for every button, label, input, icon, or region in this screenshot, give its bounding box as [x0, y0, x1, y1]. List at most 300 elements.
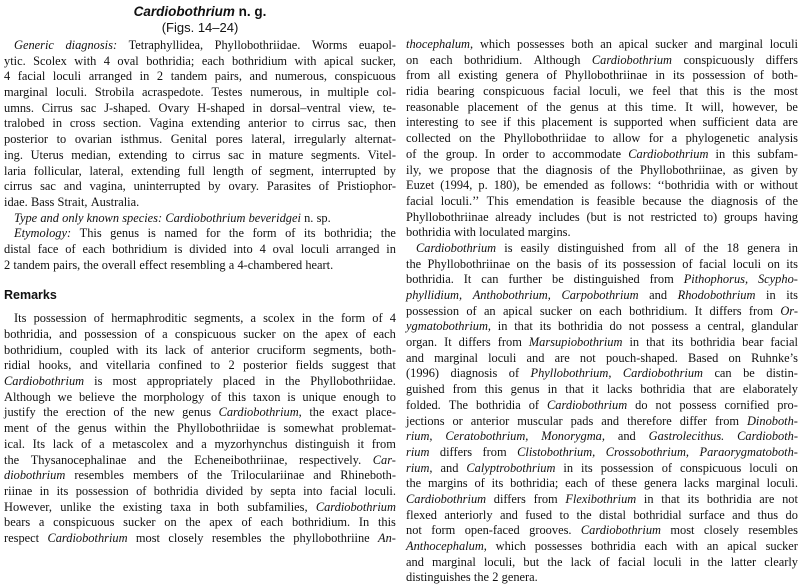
- word: for: [205, 226, 221, 241]
- word: most: [112, 374, 137, 389]
- text-line: [406, 335, 798, 351]
- word: lateral,: [89, 163, 124, 178]
- word: of: [210, 389, 222, 404]
- word: beveridgei: [248, 210, 301, 225]
- word: lack: [52, 436, 74, 451]
- word: extending: [131, 163, 181, 178]
- word: folded.: [406, 397, 441, 412]
- word: loculi,: [483, 554, 516, 569]
- text-line: [406, 115, 798, 131]
- word: to: [294, 116, 305, 131]
- word: feel: [652, 84, 671, 99]
- word: Anthocephalum,: [406, 539, 487, 553]
- word: ygmatobothrium,: [406, 319, 492, 334]
- word: not: [628, 209, 644, 224]
- word: possess: [651, 319, 689, 334]
- word: pads: [570, 413, 594, 428]
- word: genus: [569, 99, 599, 114]
- word: This: [79, 226, 102, 241]
- word: in: [689, 554, 700, 569]
- word: possession: [600, 460, 654, 475]
- word: both-: [771, 68, 798, 83]
- word: for: [648, 131, 664, 146]
- word: guished: [406, 382, 445, 397]
- word: the: [318, 311, 334, 326]
- word: Although: [533, 52, 581, 67]
- word: marginal: [4, 85, 48, 100]
- word: of: [682, 256, 693, 271]
- word: its: [581, 460, 593, 475]
- word: the: [185, 515, 201, 530]
- word: Euzet: [406, 178, 435, 193]
- word: includes: [538, 209, 580, 224]
- word: It: [694, 303, 703, 318]
- word: by: [383, 163, 396, 178]
- word: bear: [742, 335, 764, 350]
- word: each: [373, 327, 396, 341]
- word: open-faced: [464, 523, 520, 538]
- word: laria: [4, 163, 27, 178]
- word: segments.: [310, 147, 361, 162]
- word: of: [136, 483, 147, 498]
- word: is: [613, 209, 622, 224]
- word: not: [655, 397, 672, 412]
- word: sucker: [243, 327, 276, 341]
- text-line: [406, 272, 798, 288]
- word: Flexibothrium: [565, 491, 637, 506]
- word: from: [497, 335, 522, 350]
- word: genus: [77, 421, 107, 436]
- text-line: [406, 414, 798, 430]
- word: data: [755, 115, 777, 130]
- text-line: [406, 241, 798, 257]
- word: from: [371, 436, 396, 451]
- word: Paraorygmatoboth-: [699, 444, 798, 459]
- word: bothridia: [476, 397, 521, 412]
- word: differs: [493, 491, 526, 506]
- word: by: [208, 179, 221, 194]
- word: in: [547, 382, 558, 397]
- word: its: [604, 256, 617, 271]
- word: the: [228, 226, 244, 241]
- word: of: [285, 226, 296, 241]
- word: enough: [342, 389, 380, 404]
- word: loculi: [749, 460, 778, 475]
- word: hooks,: [38, 358, 72, 373]
- word: be: [786, 99, 798, 114]
- word: to: [535, 146, 546, 161]
- word: Pithophorus,: [683, 272, 749, 287]
- word: ytic.: [4, 53, 26, 68]
- word: feasible: [596, 193, 636, 208]
- word: the: [406, 256, 422, 271]
- word: of: [93, 311, 105, 326]
- word: loculi.: [364, 483, 396, 498]
- word: sp.: [316, 210, 331, 225]
- word: differ: [679, 413, 708, 428]
- text-line: [406, 539, 798, 555]
- text-line: [406, 476, 798, 492]
- word: jections: [406, 413, 445, 428]
- text-line: [406, 366, 798, 382]
- text-line: [406, 163, 798, 179]
- word: are: [759, 491, 775, 506]
- word: that: [661, 491, 680, 506]
- word: given: [750, 162, 779, 177]
- text-line: [4, 179, 396, 195]
- word: euapol-: [358, 38, 396, 52]
- word: segments,: [313, 342, 363, 357]
- word: sac: [40, 179, 56, 194]
- text-line: [406, 100, 798, 116]
- word: and: [40, 210, 59, 225]
- word: of: [36, 421, 47, 436]
- word: the: [480, 131, 496, 146]
- word: the: [269, 530, 285, 545]
- text-line: [4, 374, 396, 390]
- word: closely: [168, 530, 204, 545]
- word: Uterus: [30, 147, 64, 162]
- word: that: [514, 319, 533, 334]
- word: Dinoboth-: [746, 413, 798, 428]
- word: its: [539, 319, 552, 334]
- word: and: [406, 554, 424, 569]
- word: bothridia: [153, 483, 199, 498]
- word: that: [679, 84, 698, 99]
- word: reasonable: [406, 99, 459, 114]
- word: in: [386, 241, 396, 256]
- word: thocephalum,: [406, 37, 474, 51]
- left-column: [4, 0, 396, 547]
- text-line: [4, 226, 396, 242]
- word: distal: [4, 241, 31, 256]
- word: bothridia;: [146, 53, 195, 68]
- word: Cardioboth-: [737, 429, 798, 444]
- word: scolex: [263, 311, 295, 326]
- word: its: [786, 256, 798, 271]
- word: possession: [622, 256, 676, 271]
- word: bothridium.: [464, 52, 523, 67]
- word: and: [694, 37, 713, 51]
- word: to: [594, 131, 605, 146]
- word: in: [265, 374, 275, 389]
- word: basis: [556, 256, 582, 271]
- word: or: [452, 413, 463, 428]
- word: 18: [726, 240, 739, 255]
- word: genus: [182, 405, 212, 420]
- word: An-: [378, 530, 396, 545]
- word: in: [252, 100, 263, 115]
- word: sac: [80, 100, 97, 115]
- word: anterior: [470, 413, 510, 428]
- word: from: [406, 68, 431, 83]
- word: genera: [747, 240, 781, 255]
- word: of: [144, 327, 155, 341]
- genus-comparison-paragraph: [406, 241, 798, 586]
- word: Or-: [780, 303, 798, 318]
- word: somewhat: [283, 421, 334, 436]
- text-line: [406, 382, 798, 398]
- word: and: [499, 507, 518, 522]
- word: with: [74, 53, 97, 68]
- word: both-: [369, 342, 396, 357]
- word: pouch-shaped.: [605, 350, 678, 365]
- word: facial: [17, 69, 46, 84]
- word: cornified: [724, 397, 770, 412]
- word: muscular: [517, 413, 563, 428]
- text-line: [406, 210, 798, 226]
- word: having: [764, 209, 798, 224]
- text-line: [4, 437, 396, 453]
- word: the: [153, 421, 170, 436]
- word: conspicuous: [174, 327, 237, 341]
- word: lack: [570, 554, 592, 569]
- word: on: [785, 460, 798, 475]
- word: in: [199, 499, 209, 514]
- word: form: [341, 311, 366, 326]
- word: fused: [525, 507, 553, 522]
- word: and: [249, 69, 268, 84]
- word: the: [121, 389, 137, 404]
- word: acraspedote.: [142, 85, 204, 100]
- text-line: [406, 555, 798, 571]
- word: bothridium: [231, 53, 288, 68]
- word: facial: [617, 554, 646, 569]
- text-line: [406, 37, 798, 53]
- word: conspicuous: [53, 515, 115, 530]
- word: of: [372, 311, 383, 326]
- word: respect: [4, 530, 40, 545]
- word: but: [523, 554, 540, 569]
- word: cirrus: [4, 179, 33, 194]
- word: elaborately: [742, 382, 798, 397]
- word: lacks: [683, 476, 710, 491]
- word: each: [644, 539, 668, 553]
- text-line: [406, 288, 798, 304]
- word: is: [287, 389, 296, 404]
- word: posterior: [243, 358, 288, 373]
- word: marginal: [432, 554, 476, 569]
- word: is: [267, 421, 276, 436]
- word: a: [695, 319, 701, 334]
- word: on: [282, 327, 296, 341]
- word: and: [79, 358, 98, 373]
- word: it: [357, 436, 365, 451]
- word: pairs,: [53, 257, 81, 272]
- word: its: [56, 483, 69, 498]
- word: named: [164, 226, 198, 241]
- word: Cardiobothrium: [416, 240, 497, 255]
- word: (but: [586, 209, 607, 224]
- word: however,: [732, 99, 778, 114]
- word: from: [533, 491, 558, 506]
- word: bothridia,: [4, 327, 52, 341]
- word: its: [303, 226, 316, 241]
- word: a: [250, 311, 256, 326]
- word: loculi.’’: [440, 193, 480, 208]
- word: umns.: [4, 100, 34, 115]
- word: by: [785, 162, 798, 177]
- word: cirrus: [311, 116, 341, 131]
- word: respectively.: [299, 452, 362, 467]
- text-line: [4, 421, 396, 437]
- word: the: [309, 405, 325, 420]
- word: apical: [502, 303, 533, 318]
- word: loculi: [488, 350, 517, 365]
- text-line: [406, 304, 798, 320]
- word: bothridium.: [629, 303, 688, 318]
- word: each: [82, 241, 106, 256]
- word: in: [766, 288, 776, 302]
- text-line: [406, 570, 798, 586]
- word: in: [139, 69, 150, 84]
- text-line: [4, 101, 396, 117]
- word: and: [526, 350, 545, 365]
- word: effect: [139, 257, 168, 272]
- word: interrupted: [321, 163, 376, 178]
- word: sucker: [123, 515, 156, 530]
- word: from: [649, 272, 674, 287]
- word: Etymology:: [14, 226, 72, 241]
- word: Ruhnke’s: [751, 350, 798, 365]
- word: rium,: [406, 429, 433, 444]
- word: the: [302, 327, 318, 341]
- word: analysis: [758, 131, 798, 146]
- word: H-shaped: [197, 100, 245, 115]
- word: see: [480, 115, 497, 130]
- word: of: [527, 99, 538, 114]
- word: problemat-: [341, 421, 396, 436]
- word: pores: [215, 132, 243, 147]
- word: not: [628, 319, 645, 334]
- text-line: [406, 492, 798, 508]
- word: cirrus: [192, 147, 221, 162]
- word: differs: [439, 444, 473, 459]
- text-line: [4, 148, 396, 164]
- word: bothridia: [640, 382, 686, 397]
- word: Although: [4, 389, 51, 404]
- text-line: [4, 258, 396, 274]
- word: of: [594, 476, 605, 491]
- diagnosis-paragraphs: [4, 38, 396, 273]
- word: and: [649, 288, 668, 302]
- word: and: [617, 429, 636, 444]
- word: Clistobothrium,: [517, 444, 596, 459]
- word: possession: [33, 311, 87, 326]
- word: 4: [259, 241, 266, 256]
- word: this: [624, 99, 643, 114]
- word: Rhodobothrium: [677, 288, 756, 302]
- word: that: [565, 382, 584, 397]
- word: a: [162, 327, 168, 341]
- word: this: [732, 146, 751, 161]
- word: 180),: [493, 178, 520, 193]
- word: Its: [14, 311, 27, 326]
- word: from: [452, 382, 477, 397]
- word: and: [175, 436, 194, 451]
- word: distinguishes: [406, 570, 471, 585]
- text-line: [4, 242, 396, 258]
- word: phylogenetic: [685, 131, 750, 146]
- genus-title-italic: Cardiobothrium: [133, 4, 235, 19]
- word: at: [607, 99, 617, 114]
- word: each: [565, 476, 588, 491]
- word: loculated: [479, 225, 525, 240]
- word: Australia.: [90, 194, 140, 209]
- word: and: [59, 327, 77, 341]
- word: distinguish: [295, 436, 350, 451]
- text-line: [4, 132, 396, 148]
- word: Cardiobothrium: [580, 523, 661, 538]
- word: lateral,: [251, 132, 286, 147]
- word: by: [250, 483, 263, 498]
- word: ovary.: [228, 179, 259, 194]
- word: divided: [189, 241, 227, 256]
- word: this: [484, 382, 503, 397]
- word: Scolex: [33, 53, 67, 68]
- word: septa: [270, 483, 296, 498]
- word: margins: [427, 476, 468, 491]
- word: the: [83, 257, 99, 272]
- word: differs: [765, 52, 798, 67]
- word: justify: [4, 405, 36, 420]
- word: bothridium: [112, 241, 168, 256]
- word: of: [318, 179, 330, 194]
- word: of: [684, 240, 696, 255]
- text-line: [4, 69, 396, 85]
- word: It: [463, 272, 472, 287]
- word: 2: [4, 257, 11, 272]
- word: the: [703, 240, 719, 255]
- word: numerous,: [250, 85, 303, 100]
- word: and: [406, 350, 424, 365]
- word: the: [523, 162, 539, 177]
- word: loculi: [300, 241, 330, 256]
- word: diagnosis: [545, 162, 593, 177]
- word: genus: [510, 382, 540, 397]
- word: on: [728, 350, 741, 365]
- word: bothridia.: [406, 272, 454, 287]
- word: on: [459, 131, 472, 146]
- word: organ.: [406, 335, 438, 350]
- word: differs: [458, 335, 491, 350]
- word: genera.: [501, 570, 538, 585]
- word: bothridium.: [291, 515, 351, 530]
- word: oval: [117, 53, 139, 68]
- word: dorsal–ventral: [270, 100, 341, 115]
- word: loculi: [732, 256, 762, 271]
- word: in: [715, 146, 726, 161]
- text-line: [406, 351, 798, 367]
- word: vitellaria: [106, 358, 151, 373]
- word: restricted: [650, 209, 697, 224]
- word: with: [453, 225, 476, 240]
- word: subfam-: [757, 146, 798, 161]
- text-line: [406, 194, 798, 210]
- word: existing: [122, 499, 163, 514]
- word: be: [552, 272, 564, 287]
- word: the: [167, 452, 183, 467]
- text-line: [406, 178, 798, 194]
- word: distinguished: [573, 272, 640, 287]
- text-line: [4, 85, 396, 101]
- word: in: [563, 460, 574, 475]
- word: bears: [4, 515, 31, 530]
- word: conspicuous: [680, 460, 742, 475]
- word: we: [629, 84, 644, 99]
- right-column: [406, 0, 798, 586]
- word: propose: [450, 162, 490, 177]
